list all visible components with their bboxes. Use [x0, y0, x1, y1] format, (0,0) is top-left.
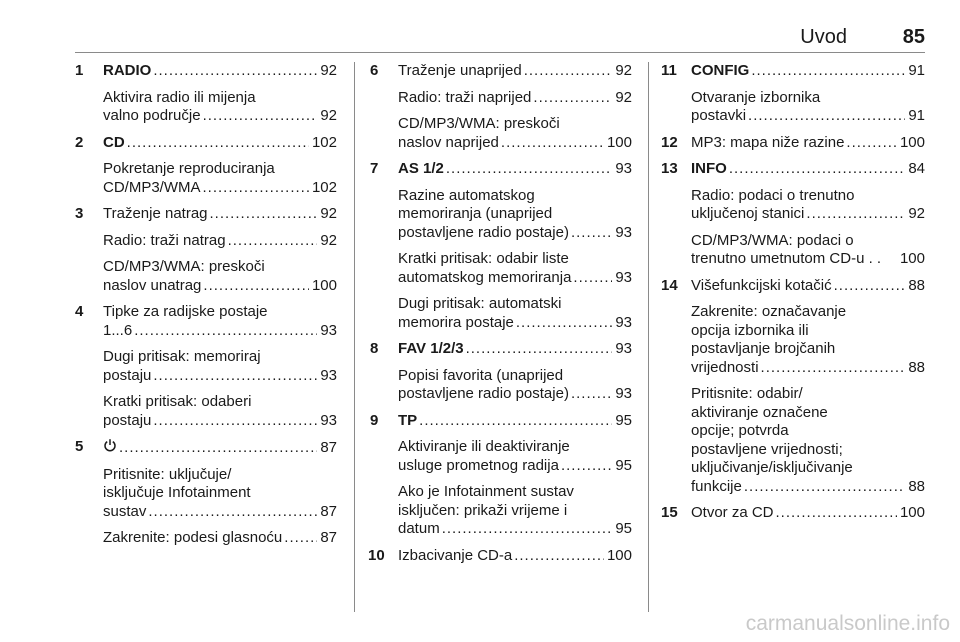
item-number: 5 [75, 438, 84, 455]
entry-last-line [103, 62, 337, 81]
entry-text: CD [103, 133, 125, 151]
item-number: 13 [661, 160, 678, 177]
entry-text: postavljene vrijednosti; [691, 440, 843, 458]
entry-line [398, 295, 632, 314]
entry-last-line [398, 340, 632, 359]
entry-text: Zakrenite: podesi glasnoću [103, 529, 283, 546]
page-ref: 88 [908, 477, 925, 495]
index-entry [75, 134, 337, 153]
index-subentry [663, 187, 925, 224]
watermark: carmanualsonline.info [745, 612, 950, 635]
entry-last-line [691, 250, 925, 269]
index-column-3 [663, 62, 925, 531]
entry-line [103, 303, 337, 322]
page-ref: 95 [615, 520, 632, 537]
entry-text: usluge prometnog radija [398, 456, 559, 474]
page-ref: 100 [606, 133, 632, 151]
item-number: 6 [370, 62, 379, 79]
page-header [75, 22, 925, 52]
leader-dots [516, 314, 612, 333]
entry-line [398, 502, 632, 521]
page-ref: 93 [615, 385, 632, 402]
index-entry [370, 62, 632, 81]
entry-line [398, 250, 632, 269]
entry-last-line [103, 529, 337, 548]
page-ref: 100 [899, 133, 925, 151]
entry-text: Radio: traži natrag [103, 231, 226, 249]
entry-text: Radio: traži naprijed [398, 88, 532, 106]
entry-text: isključuje Infotainment [103, 484, 251, 501]
leader-dots [514, 547, 604, 566]
item-number: 11 [661, 62, 677, 79]
entry-last-line [691, 134, 925, 153]
entry-text: Kratki pritisak: odaberi [103, 393, 252, 410]
entry-last-line [398, 547, 632, 566]
entry-line [103, 466, 337, 485]
entry-last-line [103, 322, 337, 341]
index-subentry [75, 258, 337, 295]
leader-dots [210, 205, 318, 224]
item-number: 15 [661, 504, 678, 521]
page-ref: 93 [615, 340, 632, 357]
entry-text: naslov unatrag [103, 276, 202, 294]
page-ref: 93 [615, 313, 632, 331]
leader-dots [284, 529, 317, 548]
index-subentry [663, 385, 925, 496]
entry-line [691, 322, 925, 341]
entry-text: Otvaranje izbornika [691, 88, 821, 106]
index-column-2 [370, 62, 632, 573]
index-subentry [75, 232, 337, 251]
entry-last-line [103, 107, 337, 126]
entry-text: Traženje natrag [103, 205, 208, 222]
entry-line [691, 187, 925, 206]
index-subentry [75, 529, 337, 548]
index-subentry [75, 466, 337, 522]
power-icon [103, 438, 117, 452]
entry-text: Popisi favorita (unaprijed [398, 366, 564, 384]
entry-text: uključivanje/isključivanje [691, 459, 853, 476]
entry-line [398, 187, 632, 206]
entry-text: Razine automatskog [398, 186, 535, 204]
entry-text: Pritisnite: uključuje/ [103, 465, 232, 483]
entry-last-line [103, 503, 337, 522]
entry-text: MP3: mapa niže razine [691, 133, 845, 151]
page-ref: 95 [615, 456, 632, 474]
leader-dots [744, 478, 905, 497]
entry-text: RADIO [103, 62, 152, 79]
entry-last-line [398, 224, 632, 243]
index-subentry [663, 89, 925, 126]
entry-text: Izbacivanje CD-a [398, 546, 513, 564]
entry-last-line [103, 367, 337, 386]
leader-dots [419, 412, 612, 431]
leader-dots [806, 205, 905, 224]
entry-line [103, 484, 337, 503]
index-entry [370, 412, 632, 431]
page-ref: 93 [615, 160, 632, 177]
entry-last-line [691, 62, 925, 81]
page-ref: 92 [615, 88, 632, 106]
leader-dots [846, 134, 897, 153]
index-entry [370, 340, 632, 359]
entry-line [103, 393, 337, 412]
entry-text: Aktivira radio ili mijenja [103, 88, 256, 106]
entry-text: uključenoj stanici [691, 205, 805, 222]
entry-text: Ako je Infotainment sustav [398, 483, 574, 500]
entry-last-line [691, 359, 925, 378]
leader-dots [751, 62, 905, 81]
page-ref: 88 [908, 358, 925, 376]
item-number: 10 [368, 546, 385, 564]
page-ref: 100 [311, 276, 337, 294]
leader-dots [127, 134, 309, 153]
page-ref: 87 [320, 502, 337, 520]
page-ref: 92 [320, 62, 337, 79]
page-ref: 92 [615, 62, 632, 79]
leader-dots [573, 269, 612, 288]
entry-text: CD/MP3/WMA: preskoči [398, 115, 560, 132]
entry-text: CONFIG [691, 62, 750, 79]
page-ref: 87 [320, 439, 337, 456]
entry-text: postavljene radio postaje) [398, 223, 569, 241]
entry-text: AS 1/2 [398, 160, 444, 177]
entry-text: Pritisnite: odabir/ [691, 385, 803, 402]
page-ref: 93 [615, 223, 632, 241]
entry-text: Tipke za radijske postaje [103, 303, 268, 320]
entry-text: postavki [691, 107, 747, 124]
entry-last-line [398, 314, 632, 333]
leader-dots [228, 232, 318, 251]
leader-dots [561, 457, 612, 476]
leader-dots [203, 277, 309, 296]
page-ref: 88 [908, 276, 925, 294]
entry-last-line [103, 438, 337, 458]
entry-last-line [103, 277, 337, 296]
index-subentry [370, 483, 632, 539]
leader-dots [148, 503, 317, 522]
entry-text: vrijednosti [691, 358, 759, 376]
leader-dots [533, 89, 612, 108]
entry-text: postaju [103, 411, 152, 429]
entry-line [103, 348, 337, 367]
page-ref: 93 [320, 366, 337, 384]
index-entry [75, 62, 337, 81]
index-subentry [75, 348, 337, 385]
entry-last-line [691, 504, 925, 523]
index-subentry [75, 160, 337, 197]
entry-text: sustav [103, 502, 147, 520]
entry-last-line [103, 205, 337, 224]
leader-dots [446, 160, 612, 179]
entry-line [691, 441, 925, 460]
entry-last-line [103, 232, 337, 251]
entry-text: Pokretanje reproduciranja [103, 160, 275, 177]
index-subentry [370, 89, 632, 108]
entry-line [103, 258, 337, 277]
entry-last-line [398, 160, 632, 179]
leader-dots [776, 504, 897, 523]
leader-dots [134, 322, 317, 341]
entry-text: isključen: prikaži vrijeme i [398, 501, 568, 519]
entry-text: Kratki pritisak: odabir liste [398, 250, 569, 267]
leader-dots [834, 277, 906, 296]
leader-dots [761, 359, 906, 378]
entry-last-line [691, 478, 925, 497]
entry-last-line [398, 520, 632, 539]
entry-text: naslov naprijed [398, 133, 499, 151]
entry-text: CD/MP3/WMA: podaci o [691, 231, 854, 249]
entry-text: Dugi pritisak: memoriraj [103, 348, 261, 365]
page-ref: 92 [320, 107, 337, 124]
entry-last-line [398, 457, 632, 476]
item-number: 2 [75, 133, 84, 151]
entry-line [691, 404, 925, 423]
index-subentry [370, 250, 632, 287]
page-ref: 87 [320, 529, 337, 546]
page-ref: 92 [908, 205, 925, 222]
entry-line [103, 160, 337, 179]
entry-text: INFO [691, 160, 727, 177]
leader-dots [466, 340, 613, 359]
page-ref: 92 [320, 205, 337, 222]
item-number: 1 [75, 62, 84, 79]
header-rule [75, 52, 925, 53]
entry-line [691, 422, 925, 441]
item-number: 14 [661, 276, 678, 294]
entry-text: valno područje [103, 107, 201, 124]
entry-line [691, 340, 925, 359]
page-ref: 100 [606, 546, 632, 564]
index-entry [75, 205, 337, 224]
page-ref: 102 [311, 133, 337, 151]
entry-last-line [398, 134, 632, 153]
page-ref: 93 [320, 411, 337, 429]
leader-dots [153, 62, 317, 81]
index-entry [663, 504, 925, 523]
entry-line [398, 367, 632, 386]
index-subentry [370, 438, 632, 475]
entry-text: opcije; potvrda [691, 422, 789, 439]
index-entry [663, 134, 925, 153]
entry-line [691, 89, 925, 108]
leader-dots [524, 62, 613, 81]
entry-text: Višefunkcijski kotačić [691, 276, 832, 294]
entry-text: memorira postaje [398, 313, 514, 331]
leader-dots [501, 134, 604, 153]
index-subentry [663, 303, 925, 377]
page-number: 85 [902, 26, 925, 48]
index-entry [75, 303, 337, 340]
page-ref: 84 [908, 160, 925, 177]
entry-text: trenutno umetnutom CD-u . . [691, 250, 882, 267]
entry-last-line [691, 160, 925, 179]
item-number: 8 [370, 340, 379, 357]
entry-text: Radio: podaci o trenutno [691, 186, 855, 204]
index-subentry [370, 187, 632, 243]
index-subentry [370, 367, 632, 404]
leader-dots [119, 439, 317, 458]
leader-dots [729, 160, 905, 179]
page-ref: 93 [615, 268, 632, 286]
entry-text: postavljanje brojčanih [691, 340, 836, 357]
entry-line [691, 232, 925, 251]
page-ref: 100 [899, 504, 925, 521]
entry-last-line [398, 269, 632, 288]
entry-line [398, 115, 632, 134]
index-entry [663, 62, 925, 81]
entry-last-line [103, 179, 337, 198]
entry-text: Zakrenite: označavanje [691, 303, 847, 320]
page-ref: 91 [908, 62, 925, 79]
entry-line [398, 205, 632, 224]
entry-line [398, 483, 632, 502]
entry-text: automatskog memoriranja [398, 268, 572, 286]
index-subentry [75, 89, 337, 126]
entry-text: opcija izbornika ili [691, 321, 809, 339]
index-subentry [663, 232, 925, 269]
page-ref: 100 [899, 250, 925, 267]
index-subentry [370, 295, 632, 332]
leader-dots [203, 107, 318, 126]
leader-dots [153, 412, 317, 431]
page-ref: 91 [908, 107, 925, 124]
entry-text: aktiviranje označene [691, 403, 828, 421]
section-title: Uvod [800, 26, 847, 48]
entry-last-line [398, 385, 632, 404]
index-subentry [75, 393, 337, 430]
item-number: 4 [75, 303, 84, 320]
page-ref: 92 [320, 231, 337, 249]
page-ref: 102 [311, 178, 337, 196]
index-subentry [370, 115, 632, 152]
leader-dots [442, 520, 613, 539]
entry-text: Otvor za CD [691, 504, 774, 521]
entry-text: Traženje unaprijed [398, 62, 522, 79]
leader-dots [153, 367, 317, 386]
entry-text: Aktiviranje ili deaktiviranje [398, 438, 570, 455]
entry-line [691, 303, 925, 322]
leader-dots [748, 107, 905, 126]
entry-last-line [691, 277, 925, 296]
entry-text: 1...6 [103, 321, 133, 339]
entry-last-line [691, 107, 925, 126]
entry-last-line [103, 134, 337, 153]
entry-line [691, 459, 925, 478]
item-number: 7 [370, 160, 379, 177]
entry-line [103, 89, 337, 108]
page-ref: 95 [615, 411, 632, 429]
entry-last-line [691, 205, 925, 224]
item-number: 3 [75, 205, 84, 222]
index-entry [663, 160, 925, 179]
item-number: 9 [370, 411, 379, 429]
entry-text: funkcije [691, 477, 742, 495]
entry-text: TP [398, 411, 418, 429]
leader-dots [203, 179, 309, 198]
item-number: 12 [661, 133, 678, 151]
entry-text: memoriranja (unaprijed [398, 205, 553, 222]
entry-text: CD/MP3/WMA [103, 178, 201, 196]
index-column-1 [75, 62, 337, 556]
entry-line [398, 438, 632, 457]
entry-text: FAV 1/2/3 [398, 340, 464, 357]
index-entry [75, 438, 337, 458]
index-entry [370, 547, 632, 566]
leader-dots [571, 224, 612, 243]
index-entry [370, 160, 632, 179]
entry-last-line [103, 412, 337, 431]
entry-line [691, 385, 925, 404]
index-entry [663, 277, 925, 296]
page-ref: 93 [320, 321, 337, 339]
entry-last-line [398, 89, 632, 108]
column-divider [354, 62, 355, 612]
entry-last-line [398, 412, 632, 431]
entry-text: datum [398, 520, 440, 537]
entry-last-line [398, 62, 632, 81]
column-divider [648, 62, 649, 612]
entry-text: postaju [103, 366, 152, 384]
entry-text: Dugi pritisak: automatski [398, 295, 562, 312]
entry-text: CD/MP3/WMA: preskoči [103, 258, 265, 275]
leader-dots [571, 385, 612, 404]
entry-text: postavljene radio postaje) [398, 385, 569, 402]
